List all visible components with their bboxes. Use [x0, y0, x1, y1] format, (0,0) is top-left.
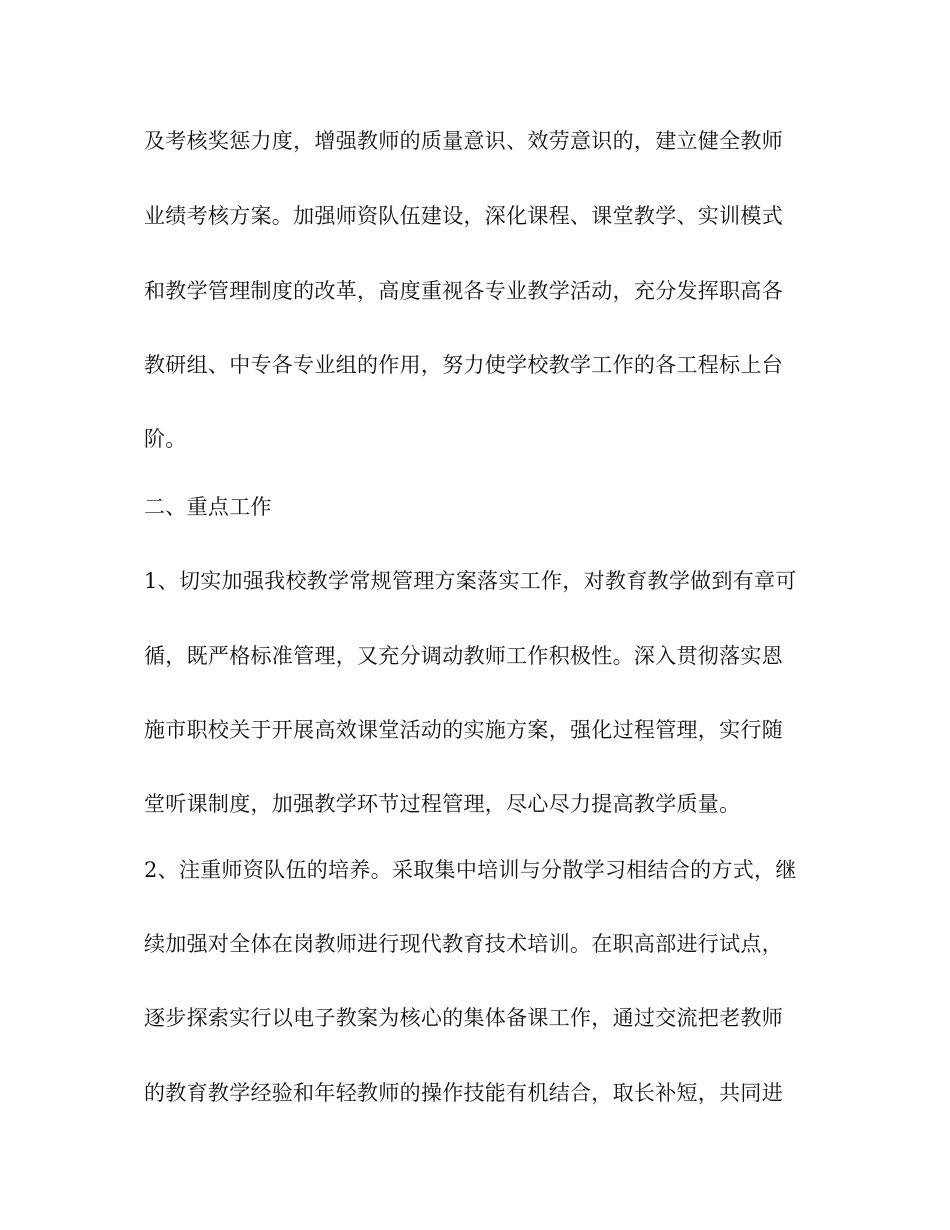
- paragraph-line: 和教学管理制度的改革，高度重视各专业教学活动，充分发挥职高各: [144, 279, 783, 303]
- paragraph-line: 续加强对全体在岗教师进行现代教育技术培训。在职高部进行试点，: [144, 932, 783, 956]
- paragraph-line: 业绩考核方案。加强师资队伍建设，深化课程、课堂教学、实训模式: [144, 204, 783, 228]
- paragraph-line: 堂听课制度，加强教学环节过程管理，尽心尽力提高教学质量。: [144, 792, 741, 816]
- paragraph-line: 2、注重师资队伍的培养。采取集中培训与分散学习相结合的方式，继: [144, 858, 797, 882]
- paragraph-line: 的教育教学经验和年轻教师的操作技能有机结合，取长补短，共同进: [144, 1081, 783, 1105]
- paragraph-line: 逐步探索实行以电子教案为核心的集体备课工作，通过交流把老教师: [144, 1006, 783, 1030]
- paragraph-line: 教研组、中专各专业组的作用，努力使学校教学工作的各工程标上台: [144, 353, 783, 377]
- paragraph-line: 1、切实加强我校教学常规管理方案落实工作，对教育教学做到有章可: [144, 569, 797, 593]
- section-heading: 二、重点工作: [144, 495, 272, 519]
- paragraph-line: 及考核奖惩力度，增强教师的质量意识、效劳意识的，建立健全教师: [144, 129, 783, 153]
- paragraph-line: 施市职校关于开展高效课堂活动的实施方案，强化过程管理，实行随: [144, 718, 783, 742]
- paragraph-line: 循，既严格标准管理，又充分调动教师工作积极性。深入贯彻落实恩: [144, 644, 783, 668]
- paragraph-line: 阶。: [144, 427, 187, 451]
